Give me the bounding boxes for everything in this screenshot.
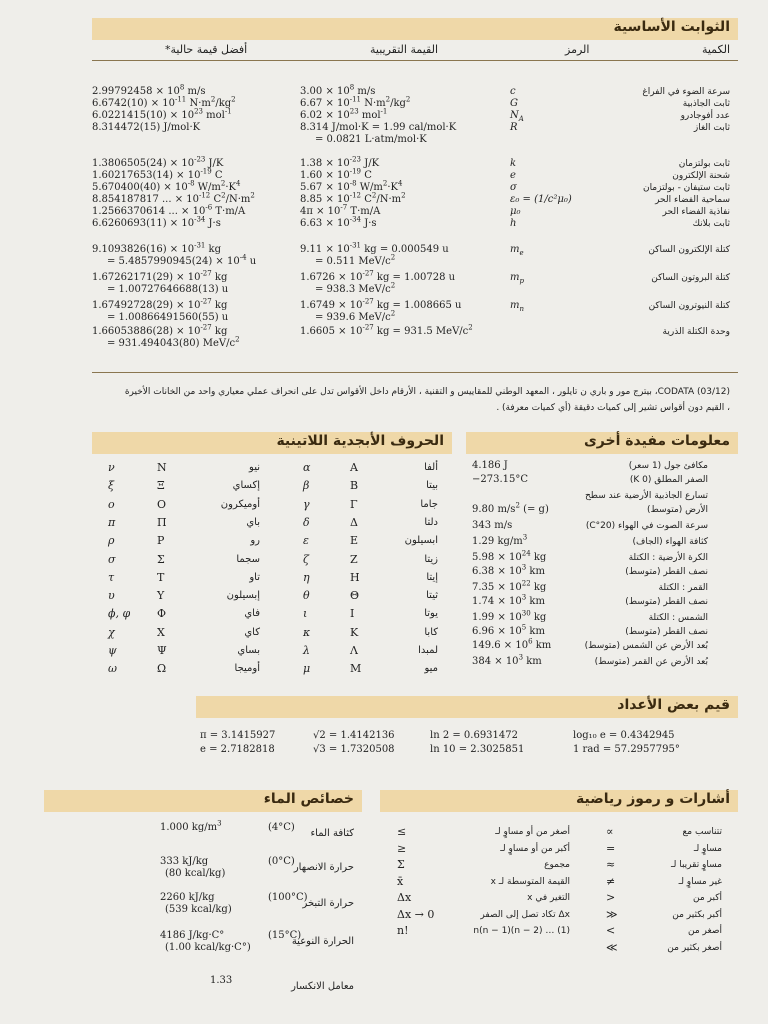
water-property-value: 2260 kJ/kg [160,892,215,903]
greek-letter-upper: I [350,607,355,621]
math-symbol-meaning: مساوٍ لـ [693,843,722,854]
info-value: 343 m/s [472,520,513,531]
constant-approx-value: $6.63 \times 10^{-34}$ J·s [300,215,377,229]
constants-title-bar [92,18,738,40]
info-label: كثافة الهواء (الجاف) [632,537,708,547]
water-property-condition: (4°C) [268,822,295,833]
constant-name: ثابت بولتزمان [678,159,730,169]
greek-letter-name: كابا [424,626,438,638]
constant-best-value: $2.99792458 \times 10^8$ m/s [92,83,206,97]
constant-name: وحدة الكتلة الذرية [662,327,730,337]
greek-letter-lower: ε [303,534,309,548]
constant-name: شحنة الإلكترون [672,171,730,181]
greek-letter-name: إيتا [426,571,438,583]
footnote-line-1: CODATA (03/12)، بيترج مور و باري ن تايلور ، المعهد الوطني للمقاييس و التقنية ، الأرقام داخل الأقواس تدل على انحراف عملي معياري واحد من الخانات الأخيرة [124,387,730,397]
water-property-label: حرارة الانصهار [293,862,354,873]
math-symbol: ≪ [606,940,618,954]
greek-letter-lower: χ [108,625,115,639]
math-symbol: x̄ [397,874,404,888]
constant-best-value: $1.3806505(24) \times 10^{-23}$ J/K [92,155,224,169]
info-label: الأرض (متوسط) [646,505,708,515]
constant-symbol: $m_n$ [510,300,524,313]
other-info-title: معلومات مفيدة أخرى [583,433,730,449]
greek-letter-upper: Z [350,552,358,566]
math-symbol: ≠ [606,874,616,888]
header-rule [92,60,738,61]
greek-letter-name: نيو [249,462,260,473]
constant-approx-value: $1.38 \times 10^{-23}$ J/K [300,155,380,169]
constant-symbol: $m_p$ [510,272,524,285]
math-symbol: ≤ [397,825,407,838]
constant-approx-value-cont: = 938.3 MeV/$c^2$ [315,281,396,295]
greek-letter-lower: θ [303,589,310,603]
greek-letter-upper: P [157,534,165,548]
number-value: √2 = 1.4142136 [313,730,395,741]
info-value: $6.38 \times 10^3$ km [472,563,545,577]
greek-letter-name: دلتا [424,516,438,528]
greek-letter-name: بساي [237,645,260,656]
info-value: 4.186 J [472,460,508,471]
constant-name: ثابت الجاذبية [682,99,730,109]
info-value: $149.6 \times 10^6$ km [472,637,552,651]
math-symbol-meaning: أصغر من [688,926,722,936]
greek-letter-lower: α [303,461,311,474]
constant-name: سماحية الفضاء الحر [655,195,730,205]
info-value: 1.29 $kg/m^3$ [472,533,528,547]
greek-letter-lower: ξ [108,479,115,493]
info-value: $384 \times 10^3$ km [472,653,542,667]
greek-letter-upper: B [350,479,359,493]
constant-symbol: c [510,86,516,97]
greek-letter-lower: o [108,497,115,511]
greek-letter-name: تاو [249,571,260,583]
math-symbol-meaning: Δx تكاد تصل إلى الصفر [480,909,570,920]
numbers-title: قيم بعض الأعداد [617,697,730,713]
greek-letter-upper: O [157,497,167,511]
greek-letter-upper: Θ [350,589,360,603]
greek-letter-name: ثيتا [426,590,438,602]
greek-letter-lower: β [303,479,310,493]
constant-approx-value: $1.6605 \times 10^{-27}$ kg = 931.5 MeV/$c^2$ [300,323,473,337]
math-symbol-meaning: تتناسب مع [682,827,722,837]
greek-letter-upper: Y [157,589,165,603]
info-label: بُعد الأرض عن القمر (متوسط) [594,657,708,667]
greek-letter-name: فاي [244,608,260,620]
greek-letter-lower: ψ [108,644,117,657]
constant-approx-value: $8.85 \times 10^{-12}$ $C^2/N\cdot m^2$ [300,191,406,205]
water-property-value: 333 kJ/kg [160,856,209,867]
constant-best-value: 8.314472(15) J/mol·K [92,122,201,133]
number-value: e = 2.7182818 [200,744,275,755]
numbers-title-bar [196,696,738,718]
constant-best-value-cont: = 1.00866491560(55) u [107,312,229,323]
info-value: $7.35 \times 10^{22}$ kg [472,579,547,593]
constant-best-value: 8.854187817 ... × $10^{-12}$ $C^2/N\cdot m^2$ [92,191,255,205]
constant-best-value-cont: = 1.00727646688(13) u [107,284,229,295]
math-symbol-meaning: أكبر بكثير من [672,909,722,920]
math-symbol: ≫ [606,907,618,921]
constant-approx-value: $4\pi \times 10^{-7}$ T·m/A [300,203,381,217]
constant-best-value: 1.2566370614 ... × $10^{-6}$ T·m/A [92,203,246,217]
greek-letter-lower: γ [303,497,310,511]
constant-approx-value: $1.6749 \times 10^{-27}$ kg = 1.008665 u [300,297,462,311]
greek-title: الحروف الأبجدية اللاتينية [276,433,444,449]
math-symbol: ≥ [397,841,407,855]
greek-letter-upper: Σ [157,552,165,566]
constant-approx-value: $9.11 \times 10^{-31}$ kg = 0.000549 u [300,241,449,255]
header-approx: القيمة التقريبية [370,43,439,56]
greek-letter-lower: τ [108,570,115,584]
greek-letter-lower: δ [303,515,310,529]
constant-best-value-cont: = 931.494043(80) MeV/$c^2$ [107,335,240,349]
greek-letter-name: بيتا [426,480,438,492]
water-property-value: 4186 J/kg·C° [160,930,225,941]
math-symbol-meaning: غير مساوٍ لـ [678,876,722,887]
info-value: $1.99 \times 10^{30}$ kg [472,609,547,623]
water-property-value: 1.33 [210,975,233,986]
constant-best-value: $5.670400(40) \times 10^{-8}$ $W/m^2\cdot K^4$ [92,179,241,193]
constant-symbol: R [510,122,518,133]
math-symbol-meaning: مساوٍ تقريبا لـ [670,860,722,870]
math-symbol-meaning: n(n − 1)(n − 2) … (1) [473,926,570,936]
number-value: log₁₀ e = 0.4342945 [573,730,675,741]
constant-best-value: $1.60217653(14) \times 10^{-19}$ C [92,167,223,181]
greek-letter-upper: Ψ [157,644,167,657]
math-symbol: > [606,891,616,904]
water-title: خصائص الماء [263,791,354,807]
constant-name: كتلة الإلكترون الساكن [648,245,730,255]
greek-letter-upper: Λ [350,644,358,657]
greek-letter-upper: T [157,570,165,584]
constant-approx-value: $1.60 \times 10^{-19}$ C [300,167,372,181]
constant-approx-value: $6.67 \times 10^{-11}$ $N\cdot m^2/kg^2$ [300,95,411,109]
greek-letter-upper: E [350,534,359,548]
greek-letter-lower: υ [108,589,115,603]
greek-letter-name: إكساي [232,480,260,492]
greek-letter-name: سجما [236,553,260,565]
constant-name: ثابت الغاز [693,123,730,133]
constant-symbol: $N_A$ [510,110,524,123]
footnote-line-2: ، القيم دون أقواس تشير إلى كميات دقيقة (أي كميات معرفة) . [496,403,730,413]
constant-symbol: h [510,218,517,229]
constant-best-value: $9.1093826(16) \times 10^{-31}$ kg [92,241,221,255]
info-value: $6.96 \times 10^5$ km [472,623,545,637]
constant-symbol: ε₀ = (1/c²μ₀) [510,194,572,205]
greek-letter-lower: ρ [108,534,115,548]
constant-best-value: $1.67262171(29) \times 10^{-27}$ kg [92,269,228,283]
constants-title: الثوابت الأساسية [613,19,730,35]
greek-letter-lower: ϕ, φ [108,607,131,621]
info-label: نصف القطر (متوسط) [625,627,708,637]
math-symbol: < [606,924,616,937]
header-symbol: الرمز [565,43,590,56]
greek-letter-lower: η [303,570,310,584]
info-value: −273.15°C [472,474,529,485]
greek-letter-name: ابسيلون [404,535,438,547]
water-property-value: 1.000 $kg/m^3$ [160,819,222,833]
constant-symbol: $m_e$ [510,244,524,257]
greek-letter-name: رو [250,535,260,547]
math-symbol: n! [397,924,409,937]
water-property-value-alt: (539 kcal/kg) [165,904,232,915]
constant-symbol: k [510,158,517,169]
water-title-bar [44,790,362,812]
math-symbol: = [606,841,616,855]
greek-letter-name: إبسيلون [226,590,260,602]
constant-symbol: G [510,98,518,109]
greek-letter-lower: ι [303,607,308,621]
number-value: √3 = 1.7320508 [313,744,395,755]
greek-letter-name: كاي [244,626,260,638]
constant-symbol: e [510,170,516,181]
greek-letter-upper: M [350,662,362,676]
math-symbol-meaning: القيمة المتوسطة لـ x [490,876,570,887]
info-label: الكرة الأرضية : الكتلة [628,553,708,563]
greek-letter-name: لمبدا [418,645,438,656]
greek-letter-lower: σ [108,552,116,566]
constant-name: ثابت ستيفان - بولتزمان [642,183,730,193]
constant-approx-value-cont: = 0.511 MeV/$c^2$ [315,253,396,267]
greek-letter-upper: Ω [157,662,167,676]
info-value: 9.80 $m/s^2$ (= g) [472,501,549,515]
water-property-condition: (100°C) [268,892,308,903]
greek-title-bar [92,432,452,454]
info-label: القمر : الكتلة [658,583,708,593]
constant-best-value: $1.66053886(28) \times 10^{-27}$ kg [92,323,228,337]
constant-approx-value-cont: = 0.0821 L·atm/mol·K [315,134,427,145]
constant-approx-value-cont: = 939.6 MeV/$c^2$ [315,309,396,323]
constant-best-value: $6.6742(10) \times 10^{-11}$ $N\cdot m^2/kg^2$ [92,95,236,109]
water-property-condition: (15°C) [268,930,302,941]
math-symbol: Σ [397,858,405,871]
greek-letter-upper: K [350,625,359,639]
greek-letter-lower: λ [303,644,310,657]
info-label: بُعد الأرض عن الشمس (متوسط) [584,641,708,651]
constant-symbol: σ [510,182,517,193]
greek-letter-name: ميو [424,663,438,675]
greek-letter-name: جاما [420,498,438,510]
constant-best-value: $6.0221415(10) \times 10^{23}$ mol$^{-1}$ [92,107,232,121]
water-property-value-alt: (1.00 kcal/kg·C°) [165,942,251,953]
greek-letter-name: زيتا [424,553,438,565]
constant-name: عدد أفوجادرو [680,111,730,121]
info-label: الصفر المطلق (0 K) [629,475,708,485]
info-label: نصف القطر (متوسط) [625,597,708,607]
greek-letter-upper: H [350,570,360,584]
greek-letter-upper: A [350,461,358,474]
water-property-label: كثافة الماء [310,828,354,839]
constant-name: سرعة الضوء في الفراغ [642,87,730,97]
info-label: مكافئ جول (1 سعر) [628,461,708,471]
constant-best-value: $1.67492728(29) \times 10^{-27}$ kg [92,297,228,311]
constant-approx-value: $6.02 \times 10^{23}$ mol$^{-1}$ [300,107,388,121]
info-value: $1.74 \times 10^3$ km [472,593,545,607]
info-label: سرعة الصوت في الهواء (20°C) [585,521,708,531]
math-title: أشارات و رموز رياضية [576,791,730,807]
constant-best-value-cont: = $5.4857990945(24) \times 10^{-4}$ u [107,253,257,267]
greek-letter-name: أوميكرون [220,498,260,510]
greek-letter-name: يوتا [424,608,438,620]
greek-letter-name: ألفا [424,462,438,473]
water-property-label: الحرارة النوعية [291,936,354,947]
greek-letter-lower: μ [303,662,311,676]
greek-letter-lower: κ [303,625,311,639]
math-symbol: Δx [397,891,412,904]
greek-letter-upper: Φ [157,607,167,621]
constant-best-value: $6.6260693(11) \times 10^{-34}$ J·s [92,215,221,229]
constant-symbol: μ₀ [510,206,521,217]
other-info-title-bar [466,432,738,454]
constant-approx-value: $5.67 \times 10^{-8}$ $W/m^2\cdot K^4$ [300,179,403,193]
greek-letter-upper: N [157,461,167,474]
constant-name: كتلة البروتون الساكن [651,273,730,283]
greek-letter-upper: Δ [350,515,358,529]
water-property-value-alt: (80 kcal/kg) [165,868,226,879]
constant-name: كتلة النيوترون الساكن [648,301,730,311]
math-symbol-meaning: أصغر من أو مساوٍ لـ [495,827,570,837]
greek-letter-lower: ζ [303,552,309,566]
math-symbol-meaning: أكبر من أو مساوٍ لـ [500,843,570,854]
info-label: تسارع الجاذبية الأرضية عند سطح [585,491,708,501]
greek-letter-lower: π [108,515,116,529]
constant-approx-value: 8.314 J/mol·K = 1.99 cal/mol·K [300,122,457,133]
math-symbol-meaning: التغير في x [527,893,570,903]
math-symbol-meaning: أصغر بكثير من [667,942,722,953]
water-property-label: حرارة التبخر [302,898,354,909]
info-value: $5.98 \times 10^{24}$ kg [472,549,547,563]
header-best: أفضل قيمة حالية* [165,43,248,56]
water-property-condition: (0°C) [268,856,295,867]
constant-approx-value: $3.00 \times 10^8$ m/s [300,83,376,97]
number-value: ln 10 = 2.3025851 [430,744,525,755]
greek-letter-upper: X [157,625,165,639]
constant-approx-value: $1.6726 \times 10^{-27}$ kg = 1.00728 u [300,269,456,283]
constant-name: ثابت بلانك [692,219,730,229]
math-symbol: ≈ [606,858,616,871]
number-value: ln 2 = 0.6931472 [430,730,518,741]
greek-letter-upper: Π [157,515,167,529]
info-label: نصف القطر (متوسط) [625,567,708,577]
greek-letter-name: أوميجا [234,663,260,675]
math-symbol-meaning: أكبر من [693,893,722,903]
math-title-bar [380,790,738,812]
constant-name: نفاذية الفضاء الحر [662,207,730,217]
math-symbol-meaning: مجموع [544,860,570,870]
math-symbol: ∝ [606,825,614,838]
number-value: 1 rad = 57.2957795° [573,744,680,755]
greek-letter-name: باي [246,516,260,528]
header-quantity: الكمية [701,43,730,56]
number-value: π = 3.1415927 [200,730,276,741]
greek-letter-lower: ω [108,662,117,676]
greek-letter-lower: ν [108,461,115,474]
greek-letter-upper: Γ [350,497,358,511]
greek-letter-upper: Ξ [157,479,165,493]
info-label: الشمس : الكتلة [648,613,708,623]
math-symbol: Δx → 0 [397,907,435,921]
footnote-rule [92,372,738,373]
water-property-label: معامل الانكسار [291,981,354,992]
